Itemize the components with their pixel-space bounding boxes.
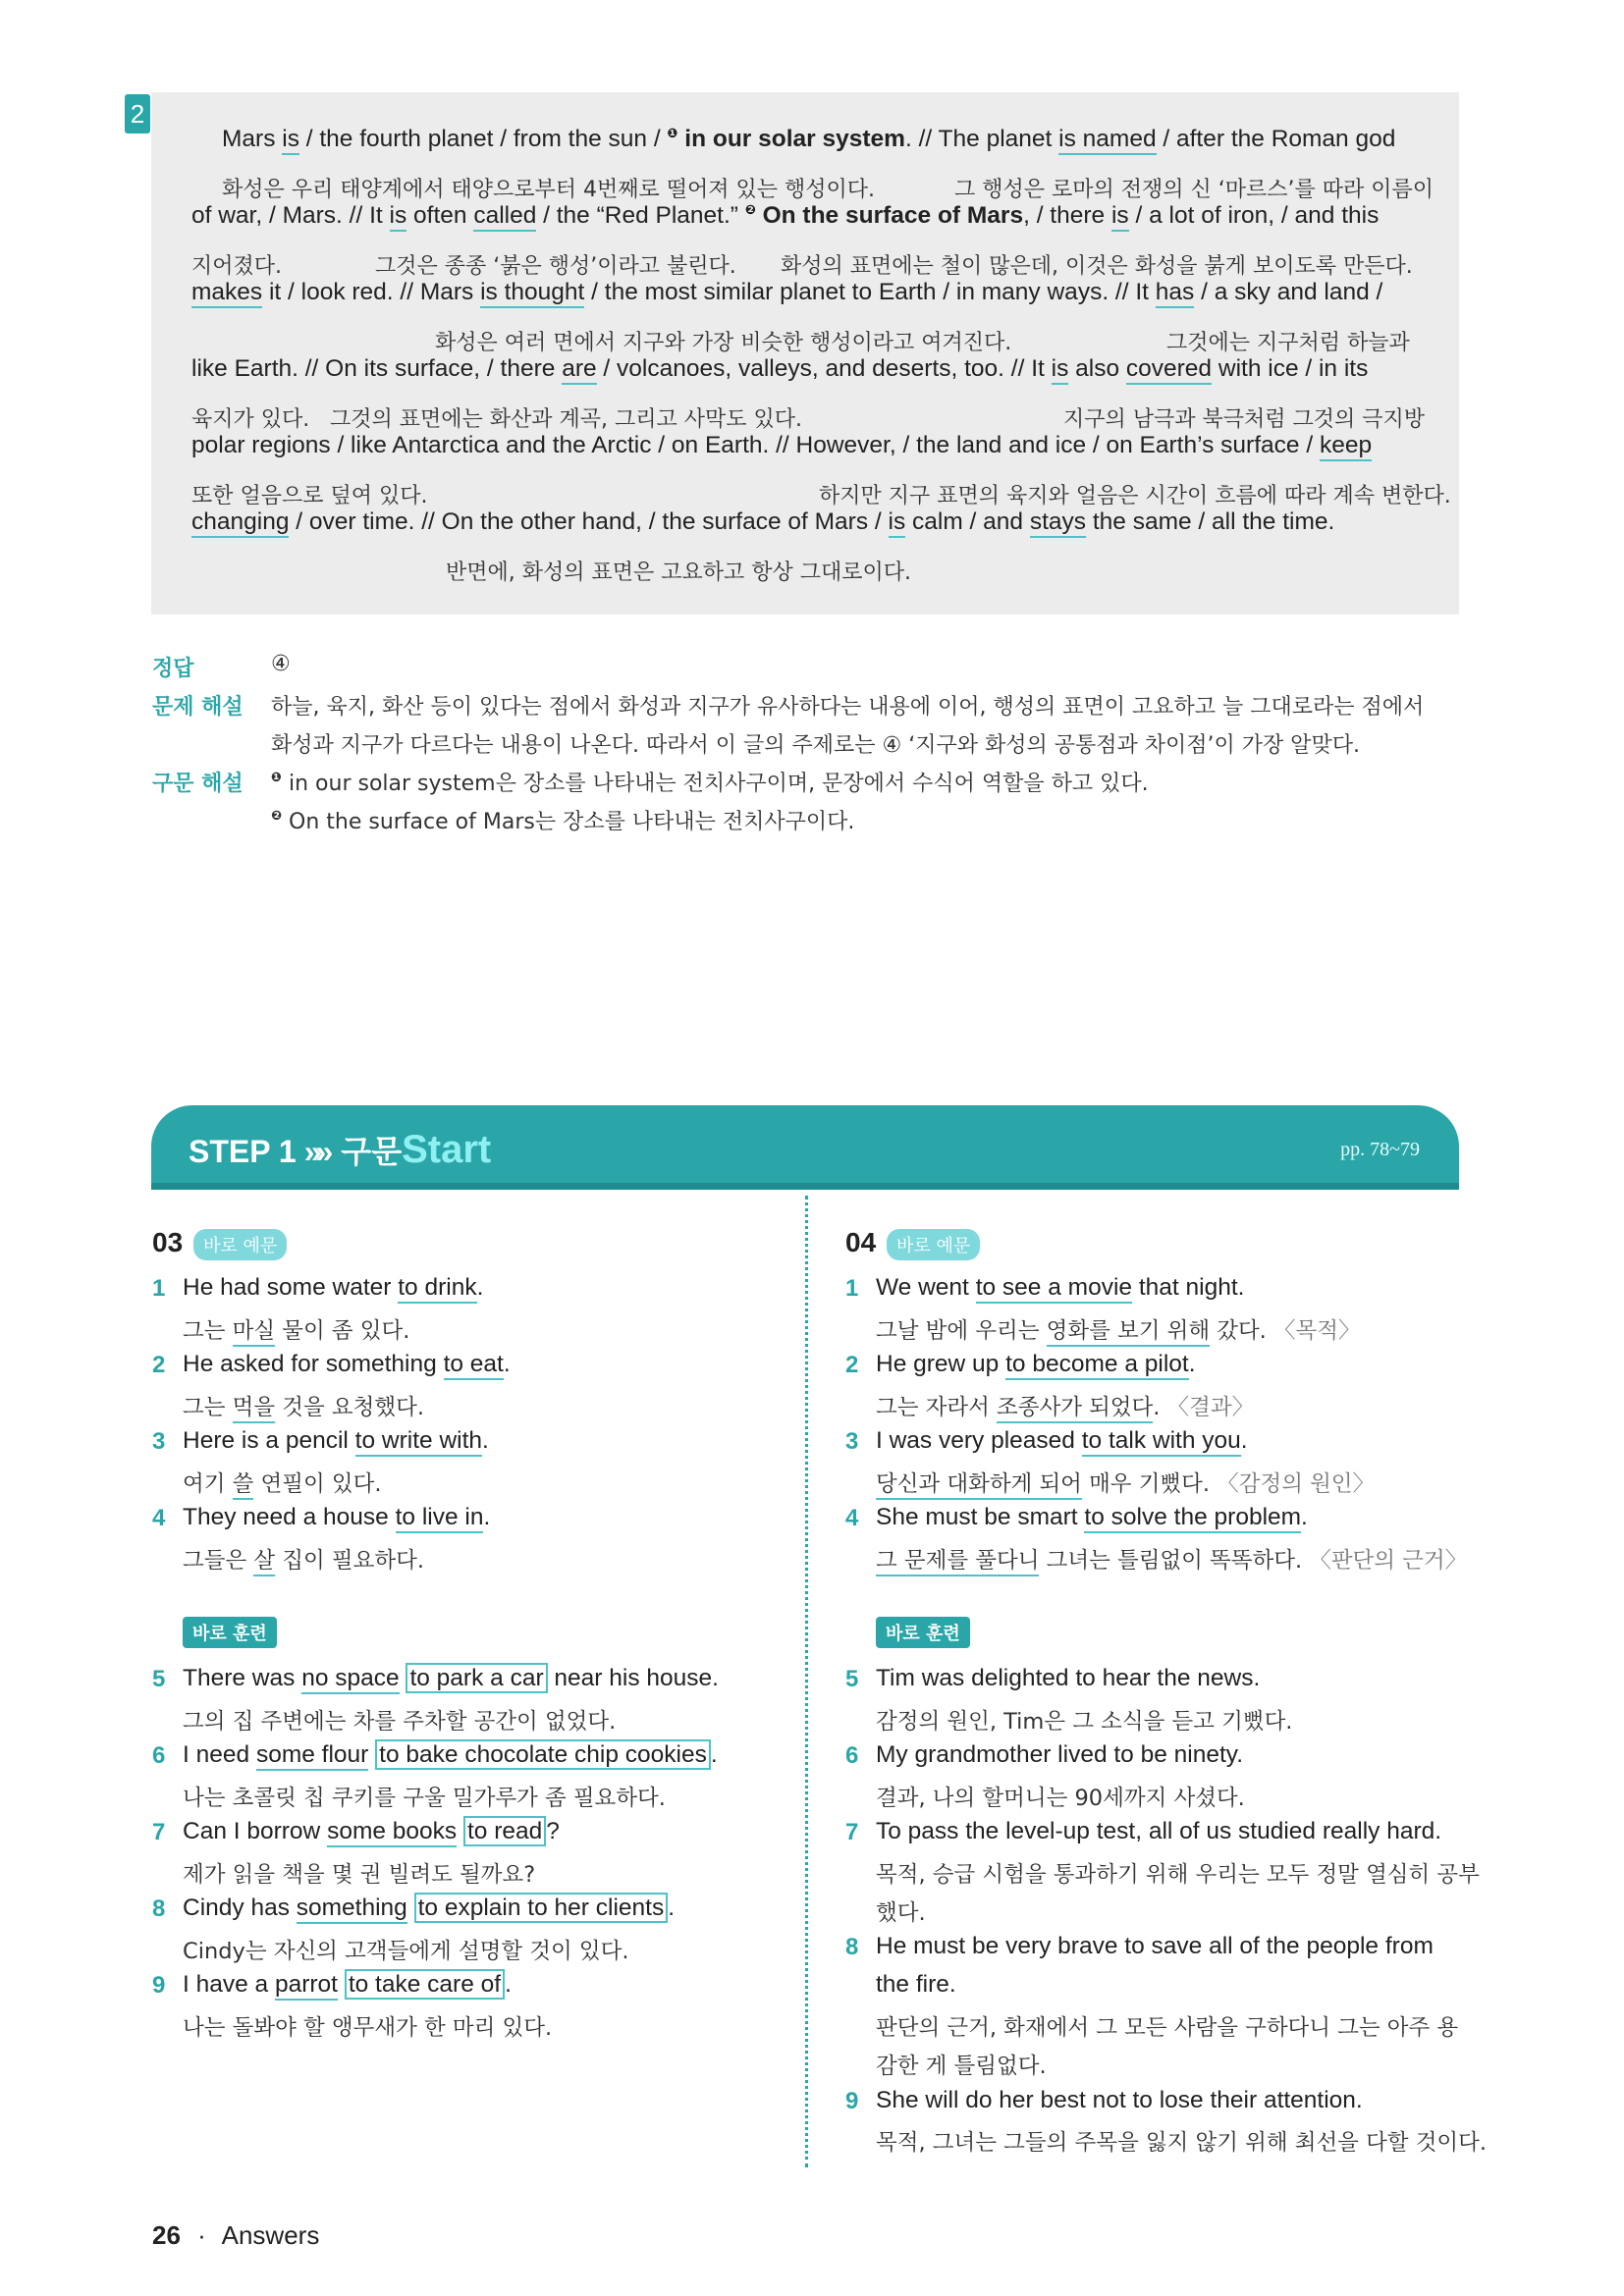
infinitive-underline: to drink (398, 1274, 476, 1304)
infinitive-box: to park a car (406, 1663, 547, 1693)
text: often (406, 202, 474, 229)
item-number: 4 (845, 1505, 859, 1531)
training-sentence: My grandmother lived to be ninety. (876, 1741, 1244, 1768)
infinitive-box: to bake chocolate chip cookies (375, 1739, 711, 1770)
passage-translation-5a: 또한 얼음으로 덮여 있다. (191, 484, 428, 508)
training-translation: 그의 집 주변에는 차를 주차할 공간이 없었다. (183, 1709, 617, 1735)
training-sentence (183, 1971, 512, 1999)
noun-underline: some books (327, 1818, 457, 1847)
column-divider (805, 1196, 808, 2167)
step-title (189, 1127, 491, 1172)
passage-translation-6: 반면에, 화성의 표면은 고요하고 항상 그대로이다. (446, 561, 911, 585)
translation-underline: 당신과 대화하게 되어 (876, 1471, 1082, 1500)
infinitive-underline: to become a pilot (1005, 1351, 1189, 1380)
infinitive-underline: to see a movie (976, 1274, 1132, 1304)
text: . (476, 1274, 484, 1301)
passage-translation-1b: 그 행성은 로마의 전쟁의 신 ‘마르스’를 따라 이름이 (954, 178, 1434, 202)
example-translation (183, 1313, 409, 1345)
passage-translation-1a: 화성은 우리 태양계에서 태양으로부터 4번째로 떨어져 있는 행성이다. (222, 178, 876, 202)
example-sentence (183, 1504, 490, 1531)
infinitive-box: to explain to her clients (414, 1893, 669, 1923)
example-translation (876, 1543, 1467, 1575)
passage-translation-2b: 그것은 종종 ‘붉은 행성’이라고 불린다. (375, 254, 736, 279)
translation-underline: 그 문제를 풀다니 (876, 1548, 1039, 1576)
text: 집이 필요하다. (275, 1548, 424, 1574)
training-sentence-cont: the fire. (876, 1971, 956, 1998)
step-banner (151, 1105, 1459, 1190)
training-translation: Cindy는 자신의 고객들에게 설명할 것이 있다. (183, 1939, 629, 1964)
text: On the surface of Mars는 장소를 나타내는 전치사구이다. (282, 810, 855, 834)
training-translation: 결과, 나의 할머니는 90세까지 사셨다. (876, 1786, 1245, 1811)
bold-phrase: On the surface of Mars (755, 202, 1024, 229)
passage-translation-2c: 화성의 표면에는 철이 많은데, 이것은 화성을 붉게 보이도록 만든다. (781, 254, 1413, 279)
training-sentence: She will do her best not to lose their attention. (876, 2087, 1363, 2113)
verb-underline: is (282, 126, 299, 155)
translation-underline: 쓸 (233, 1471, 254, 1500)
explanation-label: 문제 해설 (152, 695, 244, 720)
footer-section: Answers (221, 2220, 320, 2250)
verb-underline: is (390, 202, 407, 232)
usage-tag: 〈목적〉 (1273, 1318, 1361, 1344)
text: / a sky and land / (1194, 279, 1383, 305)
verb-underline: are (562, 355, 596, 385)
text: ? (546, 1818, 560, 1844)
text: 그들은 (183, 1548, 254, 1574)
passage-translation-3b: 그것에는 지구처럼 하늘과 (1166, 331, 1410, 355)
verb-underline: is named (1058, 126, 1156, 155)
example-translation (183, 1390, 424, 1421)
training-translation: 목적, 그녀는 그들의 주목을 잃지 않기 위해 최선을 다할 것이다. (876, 2130, 1488, 2156)
section-number-04: 04 (845, 1227, 877, 1257)
example-sentence (183, 1274, 483, 1302)
text: that night. (1132, 1274, 1245, 1301)
text: He asked for something (183, 1351, 444, 1377)
infinitive-box: to read (463, 1816, 546, 1846)
text (338, 1971, 345, 1998)
example-badge: 바로 예문 (193, 1229, 287, 1260)
item-number: 9 (152, 1972, 166, 1999)
text: They need a house (183, 1504, 396, 1530)
verb-underline: called (473, 202, 536, 232)
text: I need (183, 1741, 256, 1768)
example-sentence (876, 1274, 1244, 1302)
step-title-en: Start (402, 1128, 492, 1171)
text: He had some water (183, 1274, 399, 1301)
item-number: 6 (152, 1742, 166, 1769)
circled-one-marker: ❶ (667, 126, 678, 140)
passage-translation-4a: 육지가 있다. (191, 407, 310, 432)
example-badge: 바로 예문 (887, 1229, 980, 1260)
passage-translation-5b: 하지만 지구 표면의 육지와 얼음은 시간이 흐름에 따라 계속 변한다. (819, 484, 1451, 508)
passage-translation-3a: 화성은 여러 면에서 지구와 가장 비슷한 행성이라고 여겨진다. (435, 331, 1012, 355)
text: calm / and (905, 508, 1030, 535)
text: 그는 자라서 (876, 1395, 997, 1420)
passage-line-1 (222, 126, 1395, 153)
verb-underline: makes (191, 279, 262, 308)
circled-one-marker: ❶ (271, 771, 283, 785)
text: . // The planet (904, 126, 1059, 152)
example-translation (876, 1467, 1375, 1498)
example-sentence (876, 1427, 1248, 1455)
text: of war, / Mars. // It (191, 202, 390, 229)
text: Cindy has (183, 1895, 297, 1921)
passage-line-5 (191, 432, 1372, 459)
item-number: 3 (152, 1428, 166, 1455)
item-number: 2 (845, 1352, 859, 1378)
translation-underline: 조종사가 되었다 (997, 1395, 1153, 1423)
text: the same / all the time. (1086, 508, 1335, 535)
training-sentence: He must be very brave to save all of the people from (876, 1933, 1434, 1959)
bold-phrase: in our solar system (677, 126, 905, 152)
text: / the most similar planet to Earth / in many ways. // It (584, 279, 1156, 305)
text: 것을 요청했다. (275, 1395, 424, 1420)
passage-box (151, 92, 1459, 614)
training-translation-cont: 감한 게 틀림없다. (876, 2054, 1047, 2079)
passage-translation-4b: 그것의 표면에는 화산과 계곡, 그리고 사막도 있다. (330, 407, 802, 432)
text: There was (183, 1665, 302, 1691)
training-sentence (183, 1741, 718, 1769)
text: . (505, 1971, 512, 1998)
usage-tag: 〈결과〉 (1166, 1395, 1255, 1420)
item-number: 5 (152, 1666, 166, 1692)
example-sentence (183, 1427, 489, 1455)
text: I have a (183, 1971, 275, 1998)
circled-two-marker: ❷ (744, 202, 756, 217)
item-number: 7 (845, 1819, 859, 1845)
text: near his house. (547, 1665, 719, 1691)
verb-underline: changing (191, 508, 289, 538)
footer-separator: · (197, 2220, 206, 2250)
grammar-line-2 (271, 805, 854, 835)
text: 그는 (183, 1318, 233, 1344)
passage-line-3 (191, 279, 1382, 306)
item-number: 1 (845, 1275, 859, 1302)
training-translation: 나는 초콜릿 칩 쿠키를 구울 밀가루가 좀 필요하다. (183, 1786, 666, 1811)
usage-tag: 〈감정의 원인〉 (1217, 1471, 1376, 1497)
example-sentence (183, 1351, 511, 1378)
training-badge: 바로 훈련 (876, 1617, 970, 1648)
training-sentence (183, 1818, 560, 1845)
text (457, 1818, 463, 1844)
step-page-range: pp. 78~79 (1340, 1139, 1420, 1160)
explanation-line-2: 화성과 지구가 다르다는 내용이 나온다. 따라서 이 글의 주제로는 ④ ‘지구와 화성의 공통점과 차이점’이 가장 알맞다. (271, 733, 1360, 758)
training-sentence: Tim was delighted to hear the news. (876, 1665, 1261, 1691)
verb-underline: is (889, 508, 906, 538)
text: / volcanoes, valleys, and deserts, too. // It (596, 355, 1052, 382)
example-sentence (876, 1351, 1196, 1378)
verb-underline: covered (1126, 355, 1212, 385)
passage-line-2 (191, 202, 1379, 230)
text: 그는 (183, 1395, 233, 1420)
text: Here is a pencil (183, 1427, 355, 1454)
noun-underline: no space (301, 1665, 399, 1694)
step-label: STEP 1 (189, 1134, 297, 1169)
grammar-line-1 (271, 767, 1149, 797)
training-translation: 판단의 근거, 화재에서 그 모든 사람을 구하다니 그는 아주 용 (876, 2015, 1459, 2041)
translation-underline: 살 (253, 1548, 275, 1576)
text: . (483, 1504, 491, 1530)
chevron-right-icon: »» (303, 1134, 328, 1169)
text: . (1240, 1427, 1248, 1454)
infinitive-underline: to write with (355, 1427, 482, 1457)
noun-underline: parrot (275, 1971, 338, 2001)
training-sentence (183, 1895, 675, 1922)
verb-underline: stays (1030, 508, 1086, 538)
training-badge: 바로 훈련 (183, 1617, 277, 1648)
passage-line-4 (191, 355, 1368, 383)
answer-label: 정답 (152, 657, 194, 681)
text: . (482, 1427, 489, 1454)
text: 물이 좀 있다. (275, 1318, 410, 1344)
example-sentence (876, 1504, 1308, 1531)
noun-underline: something (297, 1895, 407, 1924)
item-number: 8 (845, 1934, 859, 1960)
example-translation (876, 1390, 1254, 1421)
verb-underline: is (1052, 355, 1069, 385)
text: . (503, 1351, 511, 1377)
text: 그녀는 틀림없이 똑똑하다. (1039, 1548, 1310, 1574)
text: Mars (222, 126, 283, 152)
translation-underline: 마실 (233, 1318, 275, 1347)
text: it / look red. // Mars (262, 279, 481, 305)
text: Can I borrow (183, 1818, 328, 1844)
grammar-label: 구문 해설 (152, 772, 244, 796)
item-number: 7 (152, 1819, 166, 1845)
item-number: 6 (845, 1742, 859, 1769)
text: / after the Roman god (1156, 126, 1396, 152)
text: / a lot of iron, / and this (1128, 202, 1380, 229)
step-title-ko: 구문 (341, 1134, 403, 1169)
training-translation: 나는 돌봐야 할 앵무새가 한 마리 있다. (183, 2015, 553, 2041)
text: 그날 밤에 우리는 (876, 1318, 1047, 1344)
training-translation-cont: 했다. (876, 1900, 926, 1926)
example-translation (183, 1467, 382, 1498)
training-sentence (183, 1665, 719, 1692)
text: . (1301, 1504, 1308, 1530)
example-translation (876, 1313, 1360, 1345)
infinitive-underline: to talk with you (1082, 1427, 1241, 1457)
text: / the fourth planet / from the sun / (298, 126, 668, 152)
example-translation (183, 1543, 424, 1575)
verb-underline: is thought (480, 279, 584, 308)
text: We went (876, 1274, 976, 1301)
item-number: 4 (152, 1505, 166, 1531)
passage-translation-4c: 지구의 남극과 북극처럼 그것의 극지방 (1063, 407, 1426, 432)
training-translation: 목적, 승급 시험을 통과하기 위해 우리는 모두 정말 열심히 공부 (876, 1862, 1480, 1888)
page-number: 26 (152, 2220, 181, 2250)
verb-underline: keep (1320, 432, 1372, 461)
verb-underline: has (1156, 279, 1195, 308)
text: , / there (1023, 202, 1111, 229)
passage-number-tab: 2 (125, 94, 150, 133)
usage-tag: 〈판단의 근거〉 (1309, 1548, 1468, 1574)
passage-translation-2a: 지어졌다. (191, 254, 283, 279)
text: like Earth. // On its surface, / there (191, 355, 563, 382)
text: with ice / in its (1212, 355, 1369, 382)
text: . (710, 1741, 718, 1768)
translation-underline: 먹을 (233, 1395, 275, 1423)
circled-two-marker: ❷ (271, 809, 283, 824)
text (407, 1895, 414, 1921)
text: polar regions / like Antarctica and the Arctic / on Earth. // However, / the land and ice / on Earth’s surface / (191, 432, 1320, 458)
infinitive-underline: to live in (396, 1504, 484, 1533)
passage-line-6 (191, 508, 1334, 536)
infinitive-underline: to solve the problem (1084, 1504, 1301, 1533)
text: 여기 (183, 1471, 233, 1497)
text: She must be smart (876, 1504, 1085, 1530)
translation-underline: 영화를 보기 위해 (1047, 1318, 1210, 1347)
item-number: 2 (152, 1352, 166, 1378)
text: 갔다. (1210, 1318, 1273, 1344)
text: He grew up (876, 1351, 1006, 1377)
text: 연필이 있다. (253, 1471, 382, 1497)
text: I was very pleased (876, 1427, 1082, 1454)
text: / the “Red Planet.” (536, 202, 745, 229)
item-number: 5 (845, 1666, 859, 1692)
explanation-line-1: 하늘, 육지, 화산 등이 있다는 점에서 화성과 지구가 유사하다는 내용에 이어, 행성의 표면이 고요하고 늘 그대로라는 점에서 (271, 695, 1425, 720)
item-number: 8 (152, 1896, 166, 1922)
text: 매우 기뻤다. (1081, 1471, 1218, 1497)
training-translation: 제가 읽을 책을 몇 권 빌려도 될까요? (183, 1862, 536, 1888)
infinitive-box: to take care of (345, 1969, 505, 2000)
text: in our solar system은 장소를 나타내는 전치사구이며, 문장에서 수식어 역할을 하고 있다. (282, 772, 1149, 796)
item-number: 3 (845, 1428, 859, 1455)
verb-underline: is (1111, 202, 1129, 232)
text: . (1188, 1351, 1196, 1377)
training-translation: 감정의 원인, Tim은 그 소식을 듣고 기뻤다. (876, 1709, 1293, 1735)
text: . (668, 1895, 676, 1921)
infinitive-underline: to eat (444, 1351, 504, 1380)
text: also (1068, 355, 1126, 382)
banner-underline (151, 1183, 1459, 1190)
text: / over time. // On the other hand, / the surface of Mars / (289, 508, 889, 535)
training-sentence: To pass the level-up test, all of us studied really hard. (876, 1818, 1442, 1844)
item-number: 1 (152, 1275, 166, 1302)
item-number: 9 (845, 2088, 859, 2114)
answer-value: ④ (271, 652, 291, 676)
text: . (1153, 1395, 1167, 1420)
noun-underline: some flour (256, 1741, 368, 1771)
section-number-03: 03 (152, 1227, 184, 1257)
page-footer (152, 2220, 319, 2251)
